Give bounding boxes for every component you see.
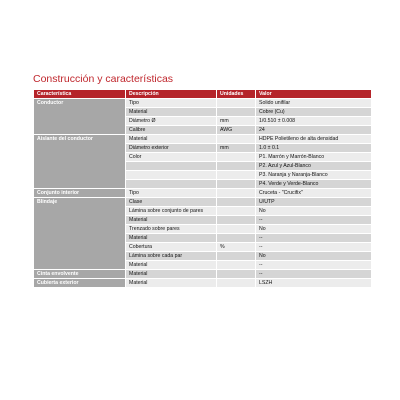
category-cell: Conjunto interior — [34, 189, 126, 198]
header-descripcion: Descripción — [126, 90, 217, 99]
value-cell: 24 — [256, 126, 372, 135]
description-cell: Trenzado sobre pares — [126, 225, 217, 234]
description-cell: Material — [126, 279, 217, 288]
table-row — [34, 270, 372, 279]
units-cell: mm — [217, 117, 256, 126]
value-cell: No — [256, 225, 372, 234]
category-cell: Cubierta exterior — [34, 279, 126, 288]
value-cell: HDPE Polietileno de alta densidad — [256, 135, 372, 144]
description-cell: Material — [126, 216, 217, 225]
value-cell: Solido unifilar — [256, 99, 372, 108]
units-cell — [217, 261, 256, 270]
description-cell — [126, 162, 217, 171]
units-cell — [217, 135, 256, 144]
table-row — [34, 279, 372, 288]
units-cell — [217, 180, 256, 189]
description-cell: Material — [126, 270, 217, 279]
units-cell — [217, 171, 256, 180]
description-cell: Diámetro Ø — [126, 117, 217, 126]
description-cell: Lámina sobre conjunto de pares — [126, 207, 217, 216]
table-row — [34, 198, 372, 207]
value-cell: -- — [256, 270, 372, 279]
value-cell: P4. Verde y Verde-Blanco — [256, 180, 372, 189]
units-cell: AWG — [217, 126, 256, 135]
header-caracteristica: Característica — [34, 90, 126, 99]
value-cell: No — [256, 207, 372, 216]
table-body — [34, 99, 372, 288]
value-cell: P2. Azul y Azul-Blanco — [256, 162, 372, 171]
value-cell: Cruceta - "Crucifix" — [256, 189, 372, 198]
value-cell: No — [256, 252, 372, 261]
units-cell — [217, 216, 256, 225]
description-cell: Material — [126, 261, 217, 270]
table-row — [34, 99, 372, 108]
units-cell: % — [217, 243, 256, 252]
value-cell: Cobre (Cu) — [256, 108, 372, 117]
description-cell: Color — [126, 153, 217, 162]
value-cell: -- — [256, 243, 372, 252]
section-title: Construcción y características — [33, 73, 174, 85]
description-cell — [126, 180, 217, 189]
units-cell — [217, 234, 256, 243]
units-cell — [217, 207, 256, 216]
value-cell: U/UTP — [256, 198, 372, 207]
description-cell: Diámetro exterior — [126, 144, 217, 153]
specs-table-container — [33, 89, 371, 288]
value-cell: P3. Naranja y Naranja-Blanco — [256, 171, 372, 180]
value-cell: LSZH — [256, 279, 372, 288]
value-cell: 1.0 ± 0.1 — [256, 144, 372, 153]
table-row — [34, 135, 372, 144]
value-cell: P1. Marrón y Marrón-Blanco — [256, 153, 372, 162]
units-cell — [217, 153, 256, 162]
table-header-row — [34, 90, 372, 99]
header-valor: Valor — [256, 90, 372, 99]
description-cell: Cobertura — [126, 243, 217, 252]
value-cell: -- — [256, 234, 372, 243]
description-cell: Tipo — [126, 189, 217, 198]
description-cell: Lámina sobre cada par — [126, 252, 217, 261]
value-cell: -- — [256, 261, 372, 270]
units-cell — [217, 99, 256, 108]
specs-table — [33, 89, 372, 288]
description-cell: Calibre — [126, 126, 217, 135]
units-cell — [217, 225, 256, 234]
category-cell: Cinta envolvente — [34, 270, 126, 279]
units-cell — [217, 189, 256, 198]
category-cell: Conductor — [34, 99, 126, 135]
category-cell: Aislante del conductor — [34, 135, 126, 189]
units-cell — [217, 162, 256, 171]
header-unidades: Unidades — [217, 90, 256, 99]
units-cell — [217, 252, 256, 261]
description-cell: Tipo — [126, 99, 217, 108]
description-cell: Material — [126, 135, 217, 144]
table-row — [34, 189, 372, 198]
value-cell: 1/0.510 ± 0.008 — [256, 117, 372, 126]
units-cell — [217, 198, 256, 207]
units-cell — [217, 270, 256, 279]
units-cell — [217, 279, 256, 288]
value-cell: -- — [256, 216, 372, 225]
description-cell — [126, 171, 217, 180]
category-cell: Blindaje — [34, 198, 126, 270]
description-cell: Clase — [126, 198, 217, 207]
units-cell — [217, 108, 256, 117]
units-cell: mm — [217, 144, 256, 153]
description-cell: Material — [126, 234, 217, 243]
description-cell: Material — [126, 108, 217, 117]
